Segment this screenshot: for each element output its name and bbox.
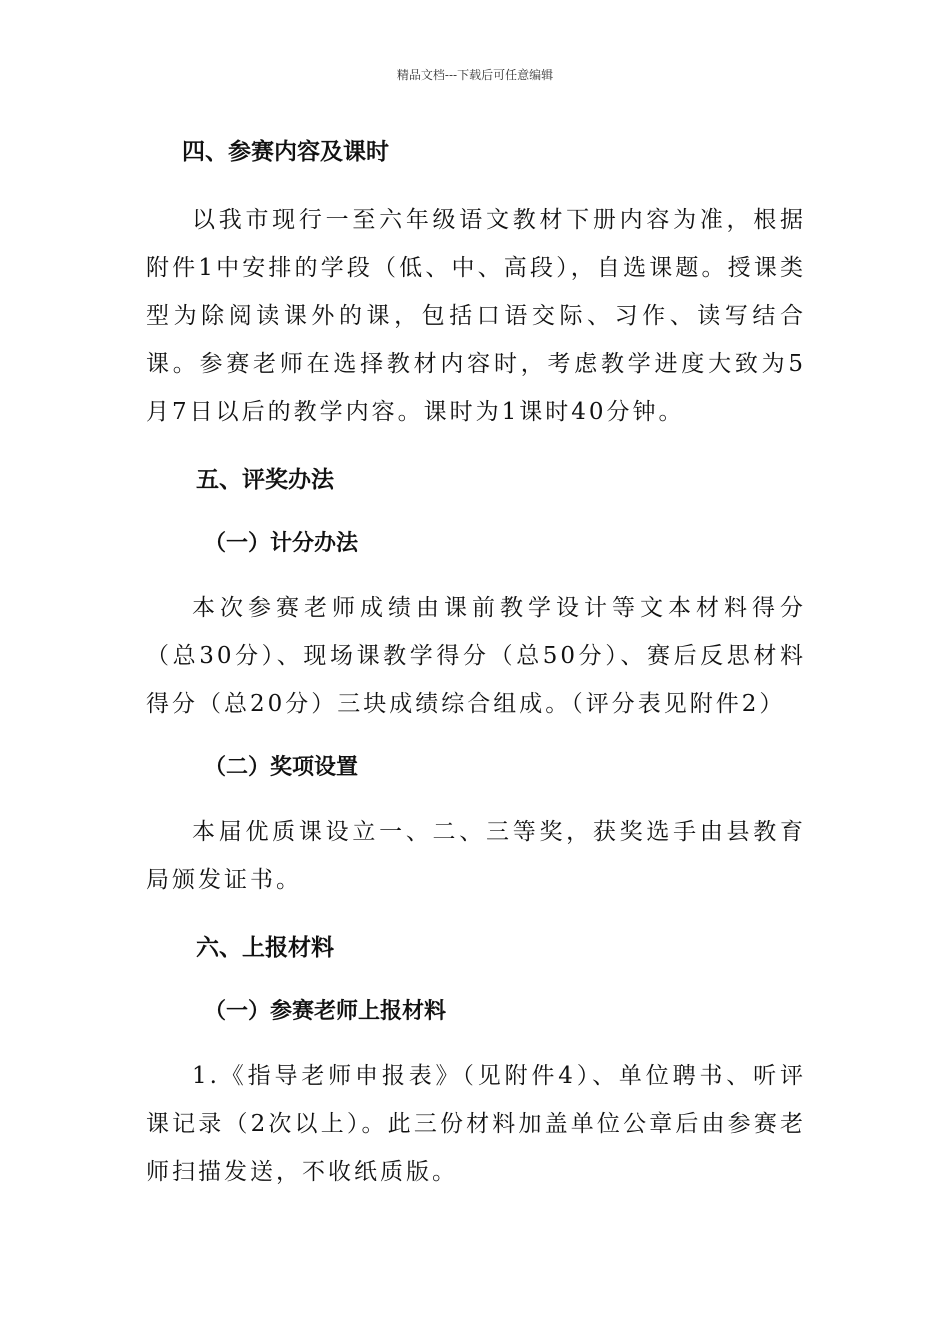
section-5-sub-2-heading: （二）奖项设置 — [204, 755, 359, 780]
document-body — [146, 128, 806, 1196]
section-5-sub-1-heading: （一）计分办法 — [204, 531, 359, 556]
section-6-sub-1-paragraph: 1.《指导老师申报表》（见附件4）、单位聘书、听评课记录（2次以上）。此三份材料加盖单位公章后由参赛老师扫描发送，不收纸质版。 — [146, 1063, 806, 1185]
page-header: 精品文档---下载后可任意编辑 — [396, 68, 554, 82]
section-6-heading: 六、上报材料 — [196, 935, 334, 961]
section-4-paragraph: 以我市现行一至六年级语文教材下册内容为准，根据附件1中安排的学段（低、中、高段），自选课题。授课类型为除阅读课外的课，包括口语交际、习作、读写结合课。参赛老师在选择教材内容时，考虑教学进度大致为5月7日以后的教学内容。课时为1课时40分钟。 — [146, 207, 806, 425]
section-5-sub-1-paragraph: 本次参赛老师成绩由课前教学设计等文本材料得分（总30分）、现场课教学得分（总50分）、赛后反思材料得分（总20分）三块成绩综合组成。（评分表见附件2） — [146, 595, 806, 717]
section-5-sub-2-paragraph: 本届优质课设立一、二、三等奖，获奖选手由县教育局颁发证书。 — [146, 819, 806, 893]
section-6-sub-1-heading: （一）参赛老师上报材料 — [204, 999, 447, 1024]
section-4-heading: 四、参赛内容及课时 — [182, 139, 389, 165]
section-5-heading: 五、评奖办法 — [196, 467, 334, 493]
